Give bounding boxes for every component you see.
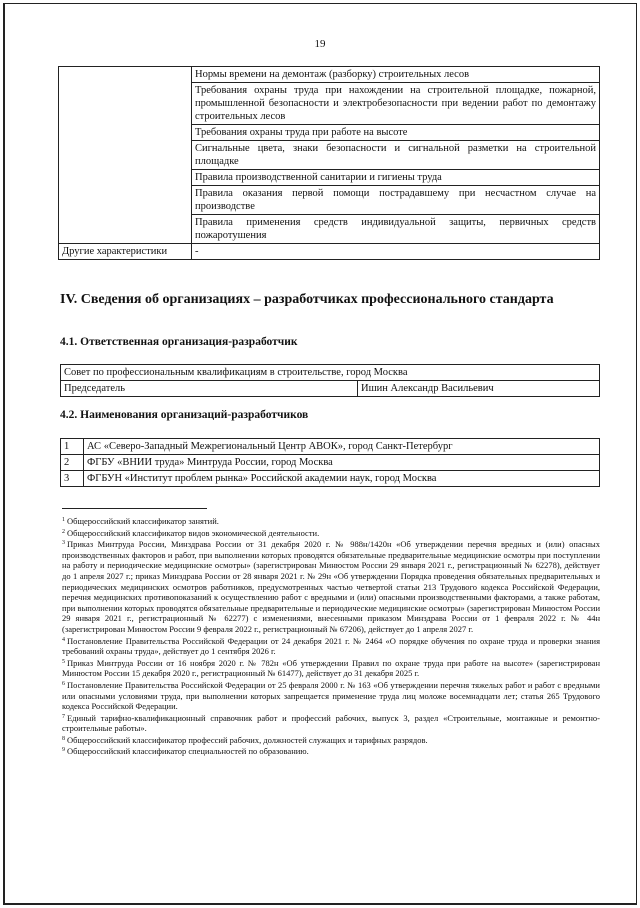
footnote-text: Общероссийский классификатор профессий рабочих, должностей служащих и тарифных разрядов. xyxy=(67,734,428,745)
responsible-person: Ишин Александр Васильевич xyxy=(358,381,600,397)
section-title: IV. Сведения об организациях – разработчиках профессионального стандарта xyxy=(60,292,554,307)
developers-heading: 4.2. Наименования организаций-разработчиков xyxy=(60,409,309,421)
footnote-text: Общероссийский классификатор занятий. xyxy=(67,516,219,526)
requirement-cell: Правила производственной санитарии и гигиены труда xyxy=(192,170,600,186)
responsible-heading: 4.1. Ответственная организация-разработчик xyxy=(60,336,298,348)
footnote xyxy=(62,515,600,527)
requirement-cell: Требования охраны труда при нахождении на строительной площадке, пожарной, промышленной безопасности и электробезопасности при ведении работ по демонтажу строительных лесов xyxy=(192,83,600,125)
requirement-cell: Правила применения средств индивидуальной защиты, первичных средств пожаротушения xyxy=(192,215,600,244)
footnote-mark: 7 xyxy=(62,713,65,720)
requirement-cell: Требования охраны труда при работе на высоте xyxy=(192,125,600,141)
requirement-cell: Сигнальные цвета, знаки безопасности и сигнальной разметки на строительной площадке xyxy=(192,141,600,170)
footnote-mark: 3 xyxy=(62,540,65,547)
footnotes xyxy=(62,515,600,757)
footnote xyxy=(62,745,600,757)
footnote-text: Общероссийский классификатор специальностей по образованию. xyxy=(67,746,309,757)
footnote-mark: 8 xyxy=(62,735,65,742)
table-row xyxy=(59,67,600,83)
footnote xyxy=(62,712,600,734)
responsible-org-table xyxy=(60,364,600,397)
other-characteristics-value: - xyxy=(192,244,600,260)
developers-table xyxy=(60,438,600,487)
footnote xyxy=(62,527,600,539)
responsible-position: Председатель xyxy=(61,381,358,397)
developer-name: АС «Северо-Западный Межрегиональный Центр АВОК», город Санкт-Петербург xyxy=(84,439,600,455)
other-characteristics-label: Другие характеристики xyxy=(59,244,192,260)
empty-label-cell xyxy=(59,67,192,244)
footnote xyxy=(62,734,600,746)
requirement-cell: Нормы времени на демонтаж (разборку) строительных лесов xyxy=(192,67,600,83)
requirement-cell: Правила оказания первой помощи пострадавшему при несчастном случае на производстве xyxy=(192,186,600,215)
table-row xyxy=(61,381,600,397)
footnote-mark: 4 xyxy=(62,636,65,643)
developer-number: 3 xyxy=(61,471,84,487)
page-number: 19 xyxy=(314,38,326,50)
footnote-mark: 9 xyxy=(62,747,65,754)
table-row xyxy=(61,471,600,487)
footnote-text: Единый тарифно-квалификационный справочник работ и профессий рабочих, выпуск 3, раздел «Строительные, монтажные и ремонтно-строительные работы». xyxy=(62,712,600,734)
table-row xyxy=(61,455,600,471)
requirements-table xyxy=(58,66,600,260)
table-row xyxy=(61,365,600,381)
footnote xyxy=(62,657,600,679)
developer-name: ФГБУ «ВНИИ труда» Минтруда России, город Москва xyxy=(84,455,600,471)
footnote-text: Постановление Правительства Российской Федерации от 24 декабря 2021 г. № 2464 «О порядке обучения по охране труда и проверки знания требований охраны труда», действует до 1 сентября 2026 г. xyxy=(62,635,600,657)
footnote-mark: 5 xyxy=(62,658,65,665)
developer-number: 2 xyxy=(61,455,84,471)
footnote-text: Постановление Правительства Российской Федерации от 25 февраля 2000 г. № 163 «Об утверждении перечня тяжелых работ и работ с вредными или опасными условиями труда, при выполнении которых запрещается применение труда лиц моложе восемнадцати лет; статья 265 Трудового кодекса Российской Федерации. xyxy=(62,679,600,712)
footnote-mark: 1 xyxy=(62,517,65,523)
footnote-text: Приказ Минтруда России, Минздрава России от 31 декабря 2020 г. № 988н/1420н «Об утверждении перечня вредных и (или) опасных производственных факторов и работ, при выполнении которых проводятся обязательные предварительные медицинские осмотры при поступлении на работу и периодические медицинские осмотры» (зарегистрирован Минюстом России 29 января 2021 г., регистрационный № 62278), действует до 1 апреля 2027 г.; приказ Минздрава России от 28 января 2021 г. № 29н «Об утверждении Порядка проведения обязательных предварительных и периодических медицинских осмотров работников, предусмотренных частью четвертой статьи 213 Трудового кодекса Российской Федерации, перечня медицинских противопоказаний к осуществлению работ с вредными и (или) опасными производственными факторами, а также работам, при выполнении которых проводятся обязательные предварительные и периодические медицинские осмотры» (зарегистрирован Минюстом России 29 января 2021 г., регистрационный № 62277) с изменениями, внесенными приказом Минздрава России от 1 февраля 2022 г. № 44н (зарегистрирован Минюстом России 9 февраля 2022 г., регистрационный № 67206), действует до 1 апреля 2027 г. xyxy=(62,539,600,634)
table-row xyxy=(61,439,600,455)
footnote xyxy=(62,635,600,657)
footnote-text: Общероссийский классификатор видов экономической деятельности. xyxy=(67,527,320,538)
footnote-mark: 6 xyxy=(62,680,65,687)
responsible-org-name: Совет по профессиональным квалификациям в строительстве, город Москва xyxy=(61,365,600,381)
footnote xyxy=(62,679,600,712)
developer-name: ФГБУН «Институт проблем рынка» Российской академии наук, город Москва xyxy=(84,471,600,487)
developer-number: 1 xyxy=(61,439,84,455)
footnote-divider xyxy=(62,508,207,509)
footnote-mark: 2 xyxy=(62,528,65,535)
table-row xyxy=(59,244,600,260)
footnote-text: Приказ Минтруда России от 16 ноября 2020 г. № 782н «Об утверждении Правил по охране труда при работе на высоте» (зарегистрирован Минюстом России 15 декабря 2020 г., регистрационный № 61477), действует до 31 декабря 2025 г. xyxy=(62,657,600,679)
footnote xyxy=(62,538,600,634)
